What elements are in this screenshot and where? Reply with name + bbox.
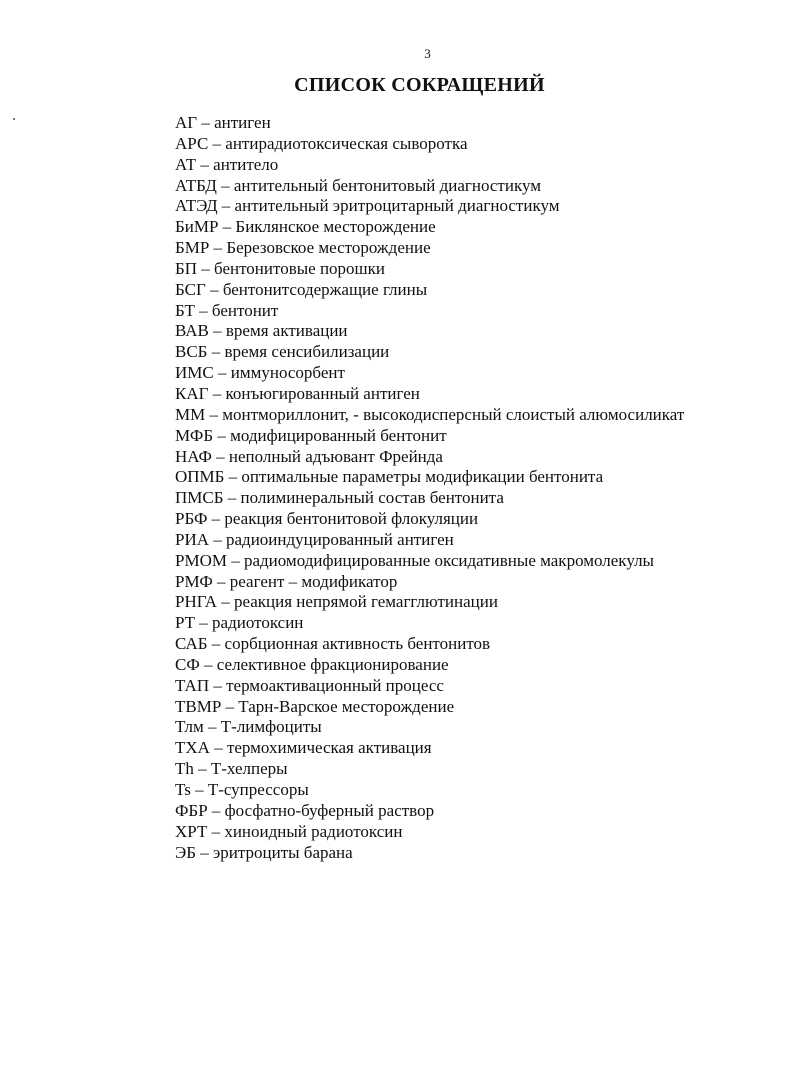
abbreviation-item: ТХА – термохимическая активация (175, 738, 432, 758)
abbreviation-item: ХРТ – хиноидный радиотоксин (175, 821, 403, 841)
abbreviation-item: САБ – сорбционная активность бентонитов (175, 634, 491, 654)
abbreviation-item: СФ – селективное фракционирование (175, 654, 449, 674)
page-title: СПИСОК СОКРАЩЕНИЙ (294, 74, 545, 96)
abbreviation-item: БМР – Березовское месторождение (175, 238, 431, 258)
abbreviation-item: Ts – Т-супрессоры (175, 780, 309, 799)
abbreviation-item: ПМСБ – полиминеральный состав бентонита (175, 488, 504, 508)
abbreviation-item: Th – Т-хелперы (175, 759, 288, 779)
abbreviation-item: ЭБ – эритроциты барана (175, 842, 353, 862)
scan-speck (13, 118, 15, 120)
abbreviation-item: КАГ – конъюгированный антиген (175, 383, 420, 403)
abbreviation-item: ММ – монтмориллонит, - высокодисперсный слоистый алюмосиликат (175, 404, 685, 424)
abbreviation-item: БП – бентонитовые порошки (175, 258, 386, 278)
abbreviation-item: АРС – антирадиотоксическая сыворотка (175, 133, 468, 153)
abbreviation-item: ТВМР – Тарн-Варское месторождение (175, 696, 455, 716)
abbreviation-item: ТАП – термоактивационный процесс (175, 675, 444, 695)
abbreviation-item: БСГ – бентонитсодержащие глины (175, 279, 428, 299)
abbreviation-item: АТБД – антительный бентонитовый диагностикум (175, 175, 542, 195)
abbreviation-item: АГ – антиген (175, 113, 271, 132)
abbreviation-item: ВАВ – время активации (175, 321, 348, 341)
abbreviation-item: ВСБ – время сенсибилизации (175, 342, 390, 362)
page-number: 3 (424, 46, 431, 61)
abbreviation-list (175, 113, 684, 863)
abbreviation-item: МФБ – модифицированный бентонит (175, 425, 447, 445)
abbreviation-item: РИА – радиоиндуцированный антиген (175, 529, 454, 549)
abbreviation-item: БТ – бентонит (175, 300, 279, 320)
abbreviation-item: НАФ – неполный адъювант Фрейнда (175, 446, 443, 466)
abbreviation-item: ФБР – фосфатно-буферный раствор (175, 800, 435, 820)
abbreviation-item: РНГА – реакция непрямой гемагглютинации (175, 592, 498, 612)
abbreviation-item: РБФ – реакция бентонитовой флокуляции (175, 509, 479, 529)
abbreviation-item: РМФ – реагент – модификатор (175, 571, 398, 591)
abbreviation-item: РМОМ – радиомодифицированные оксидативные макромолекулы (175, 550, 654, 570)
abbreviation-item: АТ – антитело (175, 154, 279, 174)
abbreviation-item: БиМР – Биклянское месторождение (175, 217, 436, 237)
abbreviation-item: РТ – радиотоксин (175, 613, 304, 633)
abbreviation-item: ОПМБ – оптимальные параметры модификации бентонита (175, 467, 604, 487)
abbreviation-item: АТЭД – антительный эритроцитарный диагностикум (175, 196, 560, 216)
abbreviation-item: Тлм – Т-лимфоциты (175, 717, 322, 737)
abbreviation-item: ИМС – иммуносорбент (175, 363, 345, 383)
